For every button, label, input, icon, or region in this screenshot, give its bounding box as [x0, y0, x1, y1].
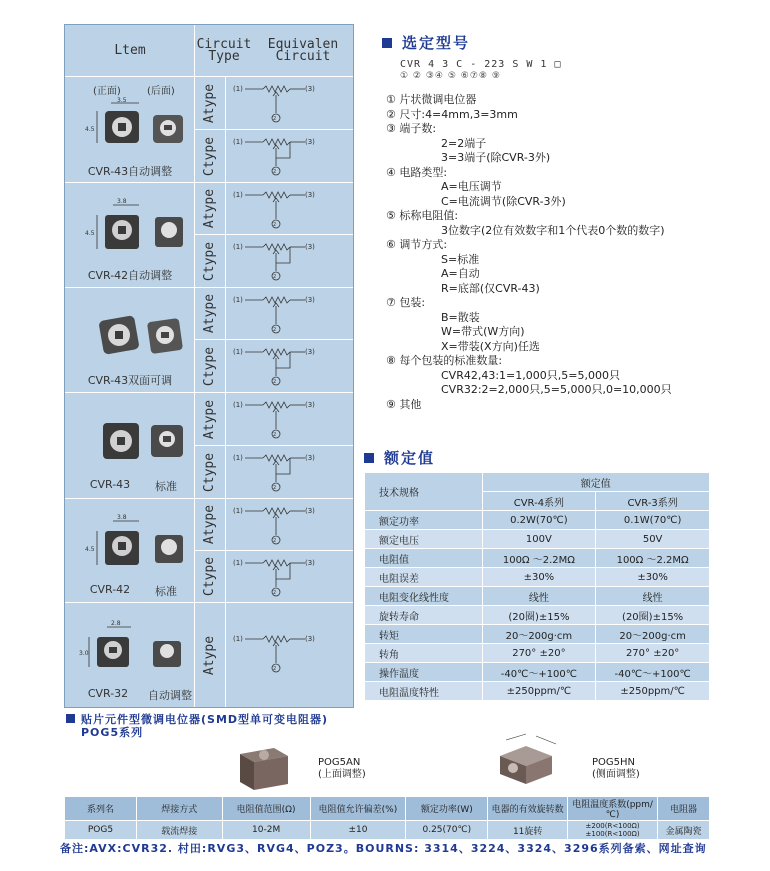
note-line: ⑤ 标称电阻值: [386, 209, 459, 222]
row-atype [195, 603, 353, 707]
spec-value: 100Ω ～2.2MΩ [482, 549, 596, 568]
cell-turns: 11旋转 [488, 821, 568, 840]
equivalent-circuit-diagram [233, 189, 323, 229]
note-line: CVR32:2=2,000只,5=5,000只,0=10,000只 [441, 383, 672, 396]
spec-value: ±30% [596, 568, 710, 587]
spec-name: 额定功率 [365, 511, 483, 530]
item-label: CVR-43 [89, 478, 131, 491]
table-row [365, 663, 710, 682]
row-ctype [195, 446, 353, 499]
note-line: S=标准 [441, 252, 480, 266]
header-cvr3: CVR-3系列 [596, 492, 710, 511]
table-row [365, 587, 710, 606]
note-line: ③ 端子数: [386, 122, 437, 135]
svg-text:(3): (3) [305, 635, 315, 643]
svg-text:(1): (1) [233, 507, 243, 515]
spec-name: 电阻值 [365, 549, 483, 568]
svg-text:2: 2 [273, 222, 277, 228]
svg-text:2: 2 [273, 485, 277, 491]
cell-tc: ±200(R<100Ω) ±100(R<100Ω) [568, 821, 658, 840]
row-ctype [195, 340, 353, 393]
dimension-label: 4.5 [85, 546, 95, 553]
spec-name: 操作温度 [365, 663, 483, 682]
table-row [365, 511, 710, 530]
col-header: 电阻器 [658, 797, 710, 821]
model-code-numbers: ① ② ③④ ⑤ ⑥⑦⑧ ⑨ [400, 71, 501, 81]
svg-text:(1): (1) [233, 635, 243, 643]
equivalent-circuit-diagram [233, 241, 323, 281]
note-line: B=散装 [441, 310, 480, 324]
col-header: 电器的有效旋转数 [488, 797, 568, 821]
svg-text:(3): (3) [305, 85, 315, 93]
cell-series: POG5 [65, 821, 137, 840]
svg-text:(1): (1) [233, 559, 243, 567]
item-label: CVR-42自动调整 [87, 269, 173, 282]
note-line: CVR42,43:1=1,000只,5=5,000只 [441, 368, 620, 382]
spec-value: ±250ppm/℃ [482, 682, 596, 701]
rating-heading: 额定值 [364, 447, 435, 468]
equivalent-circuit-diagram [233, 452, 323, 492]
item-sublabel: 自动调整 [148, 689, 192, 702]
item-label: CVR-43双面可调 [87, 374, 173, 387]
smd-title: 贴片元件型微调电位器(SMD型单可变电阻器) POG5系列 [66, 713, 328, 739]
item-label: CVR-43自动调整 [87, 165, 173, 178]
type-label: Atype [202, 188, 218, 229]
pog5hn-label: POG5HN (侧面调整) [592, 757, 640, 780]
spec-name: 电阻变化线性度 [365, 587, 483, 606]
note-line: 3=3端子(除CVR-3外) [441, 151, 551, 164]
note-line: C=电流调节(除CVR-3外) [441, 194, 566, 208]
note-line: A=自动 [441, 267, 480, 280]
table-row [365, 530, 710, 549]
equivalent-circuit-diagram [233, 557, 323, 597]
table-row [365, 549, 710, 568]
header-equivalent-circuit: Equivalen Circuit [253, 25, 353, 77]
note-line: ⑦ 包装: [386, 296, 426, 309]
type-label: Atype [202, 293, 218, 334]
note-line: 2=2端子 [441, 136, 487, 150]
spec-name: 转矩 [365, 625, 483, 644]
note-line: ④ 电路类型: [386, 165, 448, 179]
svg-text:2: 2 [273, 538, 277, 544]
svg-text:2: 2 [273, 590, 277, 596]
spec-value: 270° ±20° [482, 644, 596, 663]
svg-text:(3): (3) [305, 138, 315, 146]
spec-name: 旋转寿命 [365, 606, 483, 625]
cvr42-std-photo [83, 513, 193, 579]
spec-value: 线性 [482, 587, 596, 606]
cvr42-photo [83, 197, 193, 263]
svg-text:2: 2 [273, 274, 277, 280]
row-atype [195, 77, 353, 130]
svg-text:(3): (3) [305, 243, 315, 251]
square-bullet-icon [66, 714, 75, 723]
type-label: Ctype [202, 346, 218, 386]
note-line: R=底部(仅CVR-43) [441, 281, 540, 295]
dimension-label: 3.0 [79, 650, 89, 657]
cell-range: 10-2M [222, 821, 310, 840]
smd-subtitle: POG5系列 [81, 726, 144, 739]
front-label: (正面) [93, 86, 121, 97]
table-row [365, 644, 710, 663]
svg-text:(3): (3) [305, 296, 315, 304]
note-line: X=带装(X方向)任选 [441, 339, 540, 353]
header-circuit-type: Circuit Type [195, 25, 253, 77]
svg-text:(3): (3) [305, 401, 315, 409]
col-header: 电阻值允许偏差(%) [310, 797, 406, 821]
dimension-label: 4.5 [85, 230, 95, 237]
table-row [365, 606, 710, 625]
note-line: ② 尺寸:4=4mm,3=3mm [386, 107, 518, 121]
component-table [64, 24, 354, 708]
note-line: A=电压调节 [441, 180, 502, 193]
cvr43-std-photo [83, 413, 193, 473]
model-notes [386, 93, 756, 412]
spec-value: 100Ω ～2.2MΩ [596, 549, 710, 568]
note-line: ⑥ 调节方式: [386, 238, 448, 251]
equivalent-circuit-diagram [233, 294, 323, 334]
dimension-label: 3.8 [117, 514, 127, 521]
note-line: W=带式(W方向) [441, 325, 525, 338]
dimension-label: 3.5 [117, 97, 127, 104]
svg-text:2: 2 [273, 327, 277, 333]
header-rating: 额定值 [482, 473, 709, 492]
spec-value: 0.1W(70℃) [596, 511, 710, 530]
spec-value: 线性 [596, 587, 710, 606]
spec-value: (20圈)±15% [596, 606, 710, 625]
spec-value: (20圈)±15% [482, 606, 596, 625]
row-atype [195, 499, 353, 551]
cell-solder: 载流焊接 [136, 821, 222, 840]
svg-text:(1): (1) [233, 243, 243, 251]
item-sublabel: 标准 [155, 480, 177, 493]
pog5an-photo [230, 740, 310, 794]
spec-value: 50V [596, 530, 710, 549]
note-line: ⑧ 每个包装的标准数量: [386, 354, 503, 367]
header-spec: 技术规格 [365, 473, 483, 511]
table-row [365, 568, 710, 587]
spec-value: 20～200g·cm [596, 625, 710, 644]
equivalent-circuit-diagram [233, 633, 323, 673]
spec-value: ±250ppm/℃ [596, 682, 710, 701]
col-header: 焊接方式 [136, 797, 222, 821]
note-line: ① 片状微调电位器 [386, 93, 477, 106]
row-atype [195, 288, 353, 340]
type-label: Atype [202, 504, 218, 545]
dimension-label: 2.8 [111, 620, 121, 627]
pog5hn-photo [486, 730, 576, 790]
row-atype [195, 183, 353, 235]
svg-text:(1): (1) [233, 138, 243, 146]
equivalent-circuit-diagram [233, 505, 323, 545]
pog5an-label: POG5AN (上面调整) [318, 757, 366, 780]
svg-text:2: 2 [273, 666, 277, 672]
row-atype [195, 393, 353, 446]
table-row [365, 682, 710, 701]
svg-text:(3): (3) [305, 191, 315, 199]
svg-text:(3): (3) [305, 348, 315, 356]
col-header: 电阻温度系数(ppm/℃) [568, 797, 658, 821]
square-bullet-icon [364, 453, 374, 463]
pog5-table [64, 796, 710, 840]
spec-value: 20～200g·cm [482, 625, 596, 644]
type-label: Atype [202, 83, 218, 123]
spec-value: 100V [482, 530, 596, 549]
svg-text:(1): (1) [233, 85, 243, 93]
svg-text:2: 2 [273, 432, 277, 438]
type-label: Atype [202, 635, 218, 675]
type-label: Ctype [202, 556, 218, 597]
rating-table [364, 472, 710, 701]
header-cvr4: CVR-4系列 [482, 492, 596, 511]
spec-name: 电阻温度特性 [365, 682, 483, 701]
row-ctype [195, 235, 353, 288]
dimension-label: 3.8 [117, 198, 127, 205]
cvr32-photo [79, 619, 193, 685]
row-ctype [195, 551, 353, 603]
item-label: CVR-32 [87, 687, 129, 700]
equivalent-circuit-diagram [233, 83, 323, 123]
row-ctype [195, 130, 353, 183]
back-label: (后面) [147, 86, 175, 97]
svg-text:(1): (1) [233, 296, 243, 304]
spec-name: 电阻误差 [365, 568, 483, 587]
equivalent-circuit-diagram [233, 136, 323, 176]
cvr43-photo [83, 97, 193, 157]
item-label: CVR-42 [89, 583, 131, 596]
svg-text:(3): (3) [305, 454, 315, 462]
svg-text:2: 2 [273, 169, 277, 175]
square-bullet-icon [382, 38, 392, 48]
note-line: 3位数字(2位有效数字和1个代表0个数的数字) [441, 223, 665, 237]
spec-value: ±30% [482, 568, 596, 587]
model-code: CVR 4 3 C - 223 S W 1 □ [400, 59, 562, 70]
equivalent-circuit-diagram [233, 346, 323, 386]
dimension-label: 4.5 [85, 126, 95, 133]
svg-text:2: 2 [273, 116, 277, 122]
type-label: Ctype [202, 452, 218, 492]
footnote: 备注:AVX:CVR32. 村田:RVG3、RVG4、POZ3。BOURNS: 3314、3224、3324、3296系列备索、网址查询 [60, 842, 707, 855]
item-sublabel: 标准 [155, 585, 177, 598]
cell-resistor: 金属陶瓷 [658, 821, 710, 840]
spec-name: 转角 [365, 644, 483, 663]
equivalent-circuit-diagram [233, 399, 323, 439]
svg-text:(1): (1) [233, 348, 243, 356]
selection-heading: 选定型号 [382, 32, 470, 53]
header-item: Ltem [65, 25, 195, 77]
spec-value: -40℃～+100℃ [596, 663, 710, 682]
note-line: ⑨ 其他 [386, 397, 422, 411]
svg-text:(3): (3) [305, 507, 315, 515]
spec-value: -40℃～+100℃ [482, 663, 596, 682]
svg-text:(3): (3) [305, 559, 315, 567]
col-header: 额定功率(W) [406, 797, 488, 821]
col-header: 系列名 [65, 797, 137, 821]
type-label: Ctype [202, 241, 218, 281]
svg-text:(1): (1) [233, 191, 243, 199]
table-row [365, 625, 710, 644]
svg-text:(1): (1) [233, 401, 243, 409]
col-header: 电阻值范围(Ω) [222, 797, 310, 821]
cell-tolerance: ±10 [310, 821, 406, 840]
cvr43-double-photo [83, 306, 193, 366]
spec-value: 0.2W(70℃) [482, 511, 596, 530]
type-label: Ctype [202, 136, 218, 176]
spec-name: 额定电压 [365, 530, 483, 549]
svg-text:(1): (1) [233, 454, 243, 462]
svg-text:2: 2 [273, 379, 277, 385]
type-label: Atype [202, 399, 218, 439]
spec-value: 270° ±20° [596, 644, 710, 663]
cell-power: 0.25(70℃) [406, 821, 488, 840]
